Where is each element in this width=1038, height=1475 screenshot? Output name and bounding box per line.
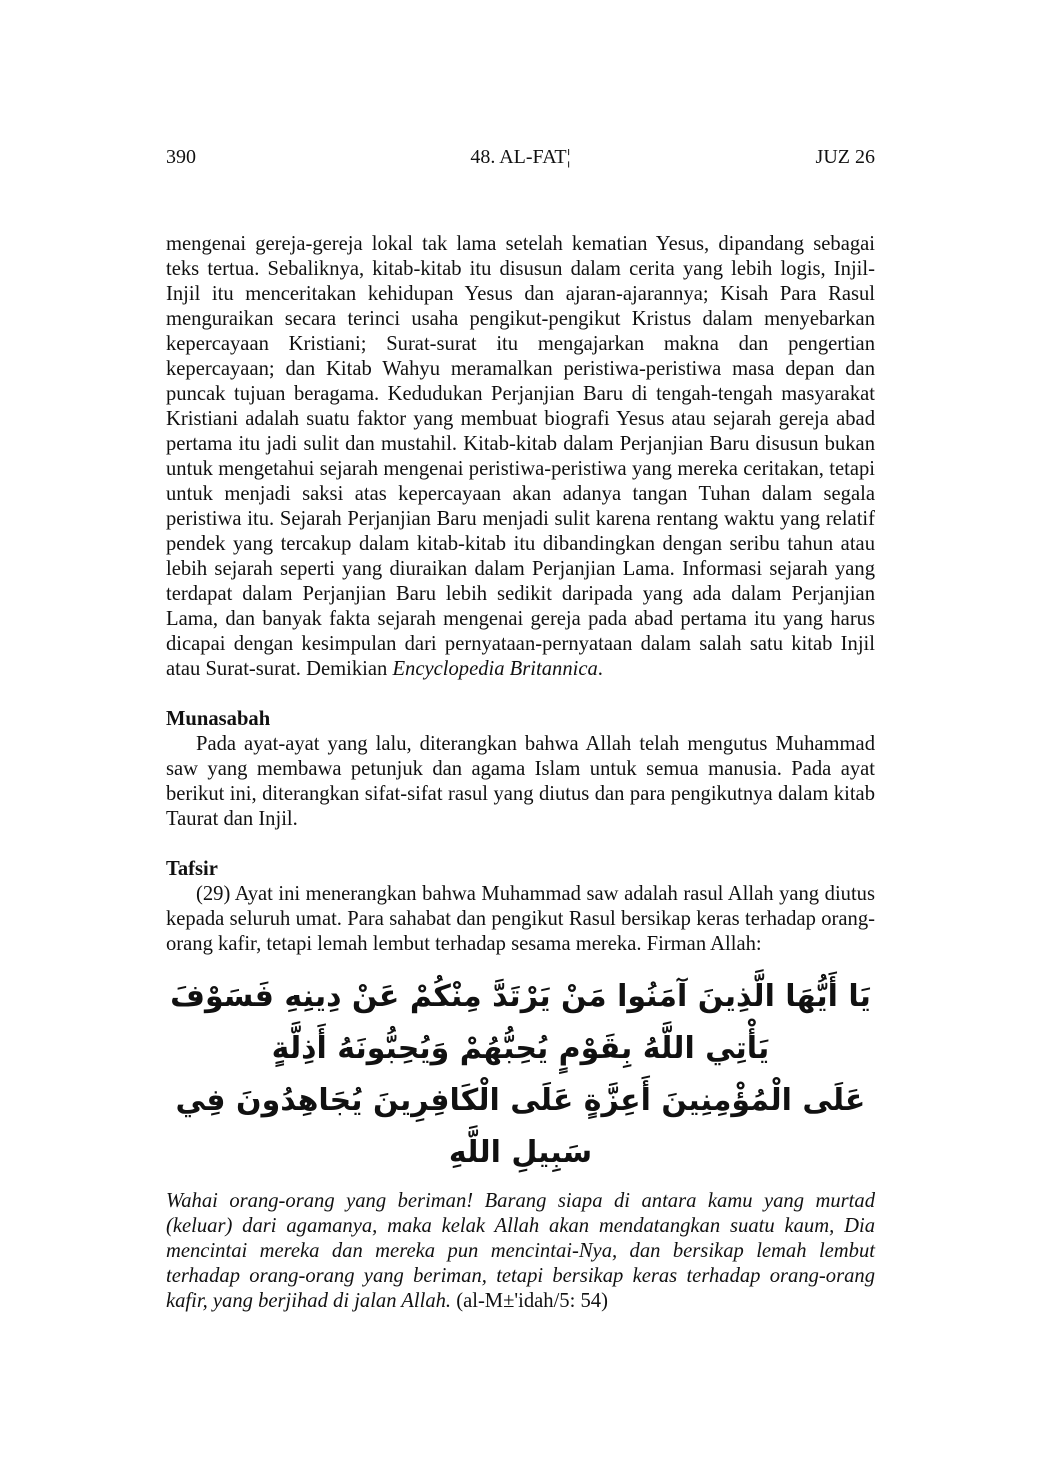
source-title: Encyclopedia Britannica [392,658,598,680]
intro-text: mengenai gereja-gereja lokal tak lama setelah kematian Yesus, dipandang sebagai teks tertua. Sebaliknya, kitab-kitab itu disusun dalam cerita yang lebih logis, Injil-Injil itu menceritakan kehidupan Yesus dan ajaran-ajarannya; Kisah Para Rasul menguraikan secara terinci usaha pengikut-pengikut Kristus dalam menyebarkan kepercayaan Kristiani; Surat-surat itu mengajarkan makna dan pengertian kepercayaan; dan Kitab Wahyu meramalkan peristiwa-peristiwa masa depan dan puncak tujuan beragama. Kedudukan Perjanjian Baru di tengah-tengah masyarakat Kristiani adalah suatu faktor yang membuat biografi Yesus atau sejarah gereja abad pertama itu jadi sulit dan mustahil. Kitab-kitab dalam Perjanjian Baru disusun bukan untuk mengetahui sejarah mengenai peristiwa-peristiwa yang mereka ceritakan, tetapi untuk menjadi saksi atas kepercayaan akan adanya tangan Tuhan dalam segala peristiwa itu. Sejarah Perjanjian Baru menjadi sulit karena rentang waktu yang relatif pendek yang tercakup dalam kitab-kitab itu dibandingkan dengan seribu tahun atau lebih sejarah seperti yang diuraikan dalam Perjanjian Lama. Informasi sejarah yang terdapat dalam Perjanjian Baru lebih sedikit daripada yang ada dalam Perjanjian Lama, dan banyak fakta sejarah mengenai gereja pada abad pertama itu yang harus dicapai dengan kesimpulan dari pernyataan-pernyataan dalam salah satu kitab Injil atau Surat-surat. Demikian [166,233,875,680]
arabic-verse-line-2: عَلَى الْمُؤْمِنِينَ أَعِزَّةٍ عَلَى الْكَافِرِينَ يُجَاهِدُونَ فِي سَبِيلِ اللَّهِ [175,1083,866,1170]
arabic-verse [166,971,875,1179]
source-end: . [597,658,603,680]
verse-translation [166,1189,875,1314]
translation-text: Wahai orang-orang yang beriman! Barang siapa di antara kamu yang murtad (keluar) dari agamanya, maka kelak Allah akan mendatangkan suatu kaum, Dia mencintai mereka dan mereka pun mencintai-Nya, dan bersikap lemah lembut terhadap orang-orang yang beriman, tetapi bersikap keras terhadap orang-orang kafir, yang berjihad di jalan Allah. [166,1190,875,1312]
arabic-verse-line-1: يَا أَيُّهَا الَّذِينَ آمَنُوا مَنْ يَرْتَدَّ مِنْكُمْ عَنْ دِينِهِ فَسَوْفَ يَأْتِي اللَّهُ بِقَوْمٍ يُحِبُّهُمْ وَيُحِبُّونَهُ أَذِلَّةٍ [170,979,871,1066]
munasabah-paragraph: Pada ayat-ayat yang lalu, diterangkan bahwa Allah telah mengutus Muhammad saw yang membawa petunjuk dan agama Islam untuk semua manusia. Pada ayat berikut ini, diterangkan sifat-sifat rasul yang diutus dan para pengikutnya dalam kitab Taurat dan Injil. [166,733,875,830]
munasabah-heading: Munasabah [166,708,271,730]
page-number: 390 [166,146,196,168]
verse-reference: (al-M±'idah/5: 54) [451,1290,608,1312]
juz-label: JUZ 26 [815,146,875,168]
page-header [166,146,875,174]
page-body [166,232,875,1314]
surah-title: 48. AL-FAT¦ [470,146,571,168]
intro-paragraph [166,232,875,682]
tafsir-paragraph: (29) Ayat ini menerangkan bahwa Muhammad saw adalah rasul Allah yang diutus kepada seluruh umat. Para sahabat dan pengikut Rasul bersikap keras terhadap orang-orang kafir, tetapi lemah lembut terhadap sesama mereka. Firman Allah: [166,883,875,955]
tafsir-heading: Tafsir [166,858,218,880]
